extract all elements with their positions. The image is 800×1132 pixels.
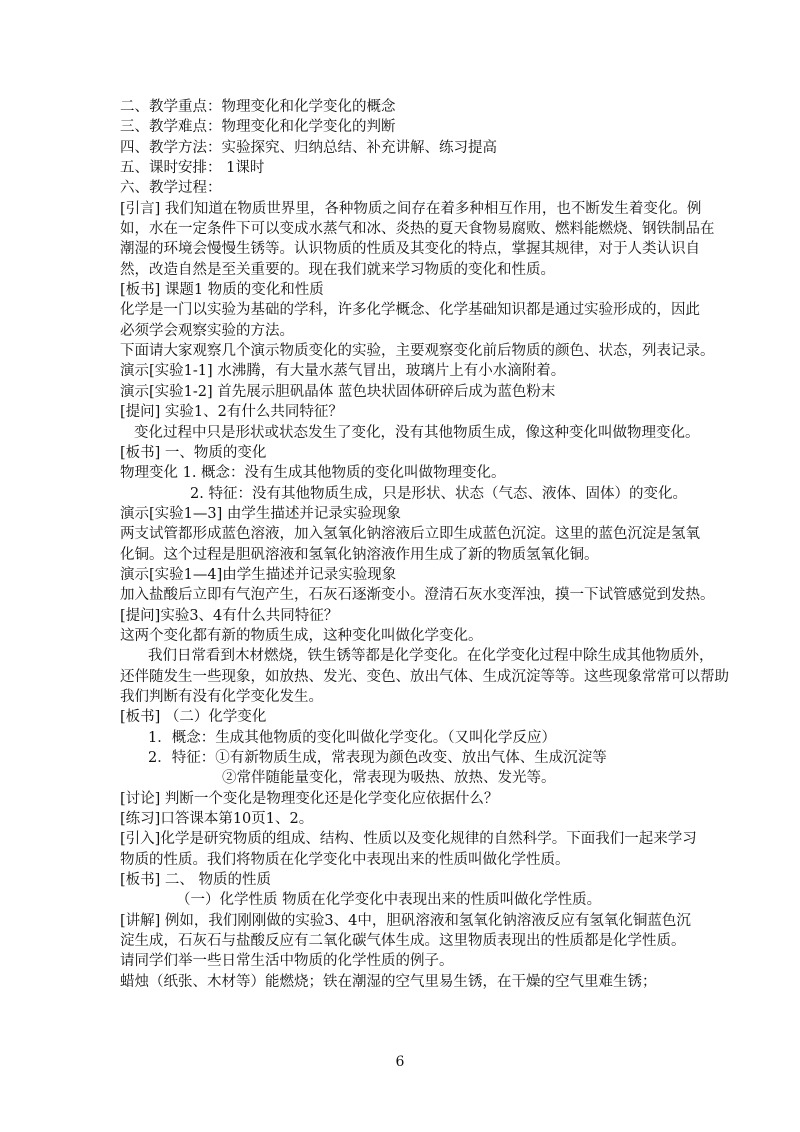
text-line: 演示[实验1-2] 首先展示胆矾晶体 蓝色块状固体研碎后成为蓝色粉末 bbox=[120, 383, 556, 400]
text-line: 演示[实验1—4]由学生描述并记录实验现象 bbox=[120, 566, 397, 583]
text-line: 请同学们举一些日常生活中物质的化学性质的例子。 bbox=[120, 953, 454, 970]
text-line: 两支试管都形成蓝色溶液，加入氢氧化钠溶液后立即生成蓝色沉淀。这里的蓝色沉淀是氢氧 bbox=[120, 526, 700, 543]
text-line: [讲解] 例如，我们刚刚做的实验3、4中，胆矾溶液和氢氧化钠溶液反应有氢氧化铜蓝色沉 bbox=[120, 912, 691, 929]
text-line: 六、教学过程： bbox=[120, 180, 222, 197]
text-line: 淀生成，石灰石与盐酸反应有二氧化碳气体生成。这里物质表现出的性质都是化学性质。 bbox=[120, 933, 686, 950]
page-number: 6 bbox=[395, 1054, 405, 1070]
text-line: 物理变化 1. 概念：没有生成其他物质的变化叫做物理变化。 bbox=[120, 465, 506, 482]
text-line: 演示[实验1—3] 由学生描述并记录实验现象 bbox=[120, 505, 401, 522]
text-line: 这两个变化都有新的物质生成，这种变化叫做化学变化。 bbox=[120, 627, 483, 644]
text-line: 2．特征：①有新物质生成，常表现为颜色改变、放出气体、生成沉淀等 bbox=[148, 750, 607, 766]
text-line: 加入盐酸后立即有气泡产生，石灰石逐渐变小。澄清石灰水变浑浊，摸一下试管感觉到发热。 bbox=[120, 587, 715, 604]
text-line: 如，水在一定条件下可以变成水蒸气和冰、炎热的夏天食物易腐败、燃料能燃烧、钢铁制品在 bbox=[120, 221, 715, 238]
text-line: [讨论] 判断一个变化是物理变化还是化学变化应依据什么？ bbox=[120, 790, 499, 807]
text-line: [板书] 课题1 物质的变化和性质 bbox=[120, 282, 324, 299]
text-line: 2. 特征：没有其他物质生成，只是形状、状态（气态、液体、固体）的变化。 bbox=[190, 485, 687, 502]
text-line: [板书] 二、 物质的性质 bbox=[120, 872, 272, 889]
text-line: 必须学会观察实验的方法。 bbox=[120, 322, 294, 339]
text-line: 下面请大家观察几个演示物质变化的实验，主要观察变化前后物质的颜色、状态，列表记录。 bbox=[120, 343, 715, 360]
document-body bbox=[120, 97, 729, 992]
text-line: 蜡烛（纸张、木材等）能燃烧；铁在潮湿的空气里易生锈，在干燥的空气里难生锈； bbox=[120, 973, 657, 990]
text-line: [板书] 一、物质的变化 bbox=[120, 444, 267, 461]
text-line: 化学是一门以实验为基础的学科，许多化学概念、化学基础知识都是通过实验形成的，因此 bbox=[120, 302, 700, 319]
text-line: [提问]实验3、4有什么共同特征？ bbox=[120, 607, 339, 624]
text-line: 物质的性质。我们将物质在化学变化中表现出来的性质叫做化学性质。 bbox=[120, 851, 570, 868]
text-line: 1．概念：生成其他物质的变化叫做化学变化。（又叫化学反应） bbox=[148, 729, 556, 746]
text-line: [引言] 我们知道在物质世界里，各种物质之间存在着多种相互作用，也不断发生着变化。例 bbox=[120, 200, 702, 217]
text-line: 四、教学方法：实验探究、归纳总结、补充讲解、练习提高 bbox=[120, 139, 497, 156]
text-line: 化铜。这个过程是胆矾溶液和氢氧化钠溶液作用生成了新的物质氢氧化铜。 bbox=[120, 546, 599, 563]
text-line: [提问] 实验1、2有什么共同特征？ bbox=[120, 404, 343, 421]
text-line: 演示[实验1-1] 水沸腾，有大量水蒸气冒出，玻璃片上有小水滴附着。 bbox=[120, 363, 566, 380]
text-line: 我们判断有没有化学变化发生。 bbox=[120, 688, 323, 705]
text-line: ②常伴随能量变化，常表现为吸热、放热、发光等。 bbox=[222, 770, 556, 787]
text-line: 变化过程中只是形状或状态发生了变化，没有其他物质生成，像这种变化叫做物理变化。 bbox=[134, 424, 700, 441]
text-line: 五、课时安排： 1课时 bbox=[120, 160, 265, 177]
text-line: [板书] （二）化学变化 bbox=[120, 709, 267, 726]
text-line: （一）化学性质 物质在化学变化中表现出来的性质叫做化学性质。 bbox=[176, 892, 602, 909]
text-line: [练习]口答课本第10页1、2。 bbox=[120, 811, 314, 828]
text-line: 还伴随发生一些现象，如放热、发光、变色、放出气体、生成沉淀等等。这些现象常常可以帮助 bbox=[120, 668, 729, 685]
text-line: 然，改造自然是至关重要的。现在我们就来学习物质的变化和性质。 bbox=[120, 261, 555, 278]
text-line: 我们日常看到木材燃烧，铁生锈等都是化学变化。在化学变化过程中除生成其他物质外， bbox=[148, 648, 714, 665]
text-line: 二、教学重点：物理变化和化学变化的概念 bbox=[120, 99, 396, 115]
text-line: [引入]化学是研究物质的组成、结构、性质以及变化规律的自然科学。下面我们一起来学习 bbox=[120, 831, 697, 848]
text-line: 潮湿的环境会慢慢生锈等。认识物质的性质及其变化的特点，掌握其规律，对于人类认识自 bbox=[120, 241, 700, 258]
text-line: 三、教学难点：物理变化和化学变化的判断 bbox=[120, 119, 396, 136]
